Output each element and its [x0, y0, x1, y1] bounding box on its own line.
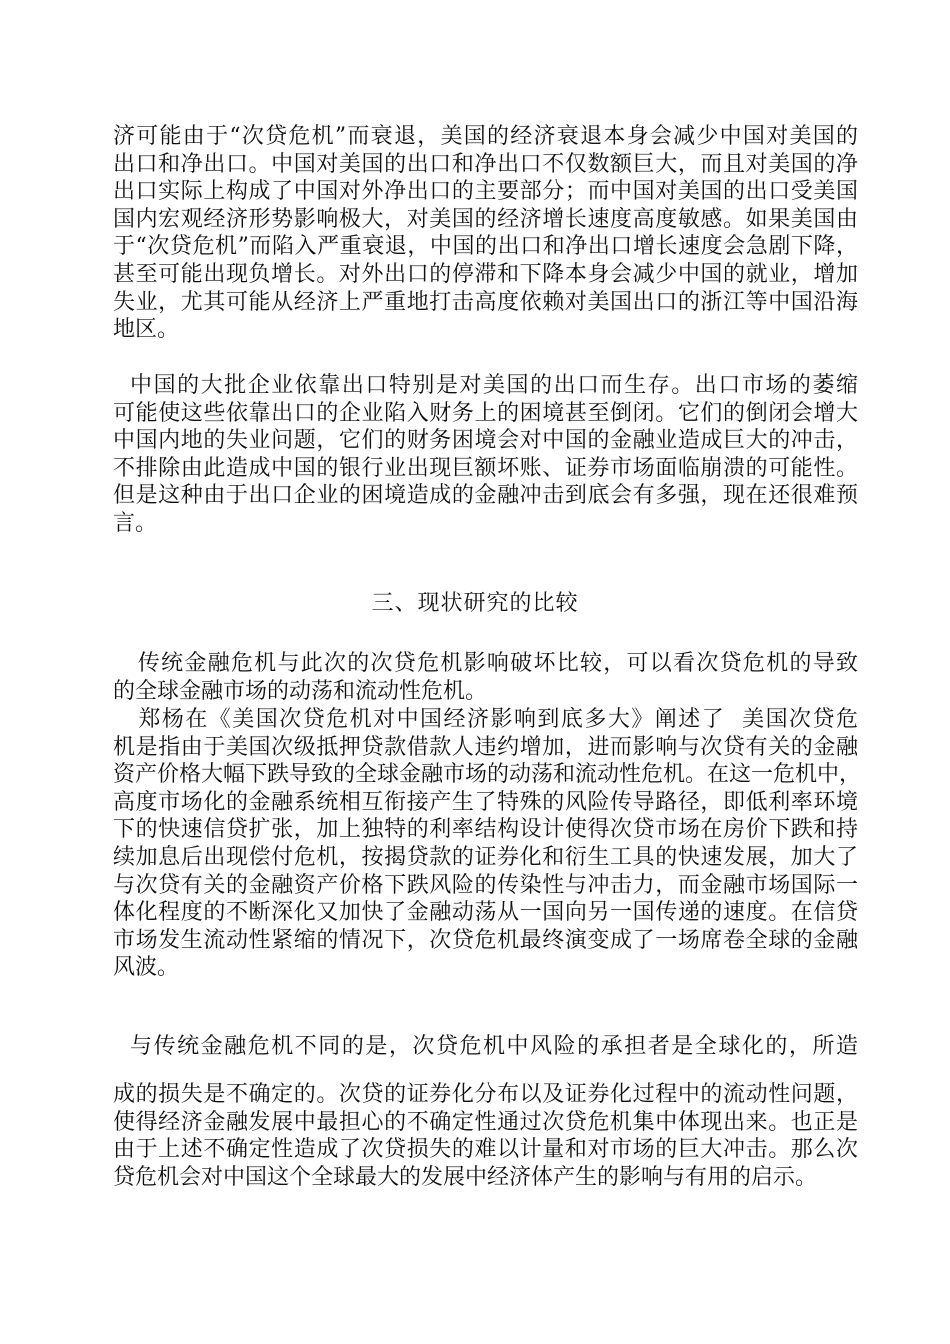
text-line: 国内宏观经济形势影响极大，对美国的经济增长速度高度敏感。如果美国由: [113, 206, 858, 232]
text-line: 成的损失是不确定的。次贷的证券化分布以及证券化过程中的流动性问题，: [113, 1082, 858, 1107]
text-line: 体化程度的不断深化又加快了金融动荡从一国向另一国传递的速度。在信贷: [113, 900, 858, 926]
text-line: 甚至可能出现负增长。对外出口的停滞和下降本身会减少中国的就业，增加: [113, 261, 858, 287]
paragraph-comparison: [113, 650, 858, 705]
text-line: 郑杨在《美国次贷危机对中国经济影响到底多大》阐述了 美国次贷危: [113, 707, 858, 732]
text-line: 与次贷有关的金融资产价格下跌风险的传染性与冲击力，而金融市场国际一: [113, 872, 858, 898]
text-line: 机是指由于美国次级抵押贷款借款人违约增加，进而影响与次贷有关的金融: [113, 734, 858, 760]
paragraph-uncertainty: [113, 1081, 858, 1191]
text-line: 可能使这些依靠出口的企业陷入财务上的困境甚至倒闭。它们的倒闭会增大: [113, 400, 858, 426]
text-line: 出口和净出口。中国对美国的出口和净出口不仅数额巨大，而且对美国的净: [113, 151, 858, 177]
text-line: 地区。: [113, 317, 180, 343]
text-line: 与传统金融危机不同的是，次贷危机中风险的承担者是全球化的，所造: [113, 1034, 858, 1059]
text-line: 资产价格大幅下跌导致的全球金融市场的动荡和流动性危机。在这一危机中，: [113, 762, 862, 788]
text-line: 风波。: [113, 955, 180, 981]
text-line: 不排除由此造成中国的银行业出现巨额坏账、证券市场面临崩溃的可能性。: [113, 455, 858, 481]
text-line: 的全球金融市场的动荡和流动性危机。: [113, 678, 488, 704]
text-line: 济可能由于“次贷危机”而衰退，美国的经济衰退本身会减少中国对美国的: [113, 124, 858, 149]
text-line: 下的快速信贷扩张，加上独特的利率结构设计使得次贷市场在房价下跌和持: [113, 817, 858, 843]
paragraph-risk-bearers: [113, 1033, 858, 1061]
text-line: 市场发生流动性紧缩的情况下，次贷危机最终演变成了一场席卷全球的金融: [113, 927, 858, 953]
text-line: 由于上述不确定性造成了次贷损失的难以计量和对市场的巨大冲击。那么次: [113, 1137, 858, 1163]
text-line: 但是这种由于出口企业的困境造成的金融冲击到底会有多强，现在还很难预: [113, 483, 858, 509]
text-line: 使得经济金融发展中最担心的不确定性通过次贷危机集中体现出来。也正是: [113, 1109, 858, 1135]
paragraph-export-impact: [113, 123, 858, 344]
text-line: 中国内地的失业问题，它们的财务困境会对中国的金融业造成巨大的冲击，: [113, 428, 858, 454]
paragraph-enterprise-impact: [113, 372, 858, 538]
text-line: 贷危机会对中国这个全球最大的发展中经济体产生的影响与有用的启示。: [113, 1164, 818, 1190]
text-line: 出口实际上构成了中国对外净出口的主要部分；而中国对美国的出口受美国: [113, 179, 858, 205]
section-heading: 三、现状研究的比较: [371, 591, 579, 616]
text-line: 高度市场化的金融系统相互衔接产生了特殊的风险传导路径，即低利率环境: [113, 789, 858, 815]
text-line: 中国的大批企业依靠出口特别是对美国的出口而生存。出口市场的萎缩: [113, 373, 858, 398]
text-line: 传统金融危机与此次的次贷危机影响破坏比较，可以看次贷危机的导致: [113, 651, 858, 676]
text-line: 失业，尤其可能从经济上严重地打击高度依赖对美国出口的浙江等中国沿海: [113, 289, 858, 315]
text-line: 言。: [113, 510, 158, 536]
text-line: 于“次贷危机”而陷入严重衰退，中国的出口和净出口增长速度会急剧下降，: [113, 234, 858, 260]
text-line: 续加息后出现偿付危机，按揭贷款的证券化和衍生工具的快速发展，加大了: [113, 844, 858, 870]
paragraph-zheng-yang: [113, 706, 862, 982]
